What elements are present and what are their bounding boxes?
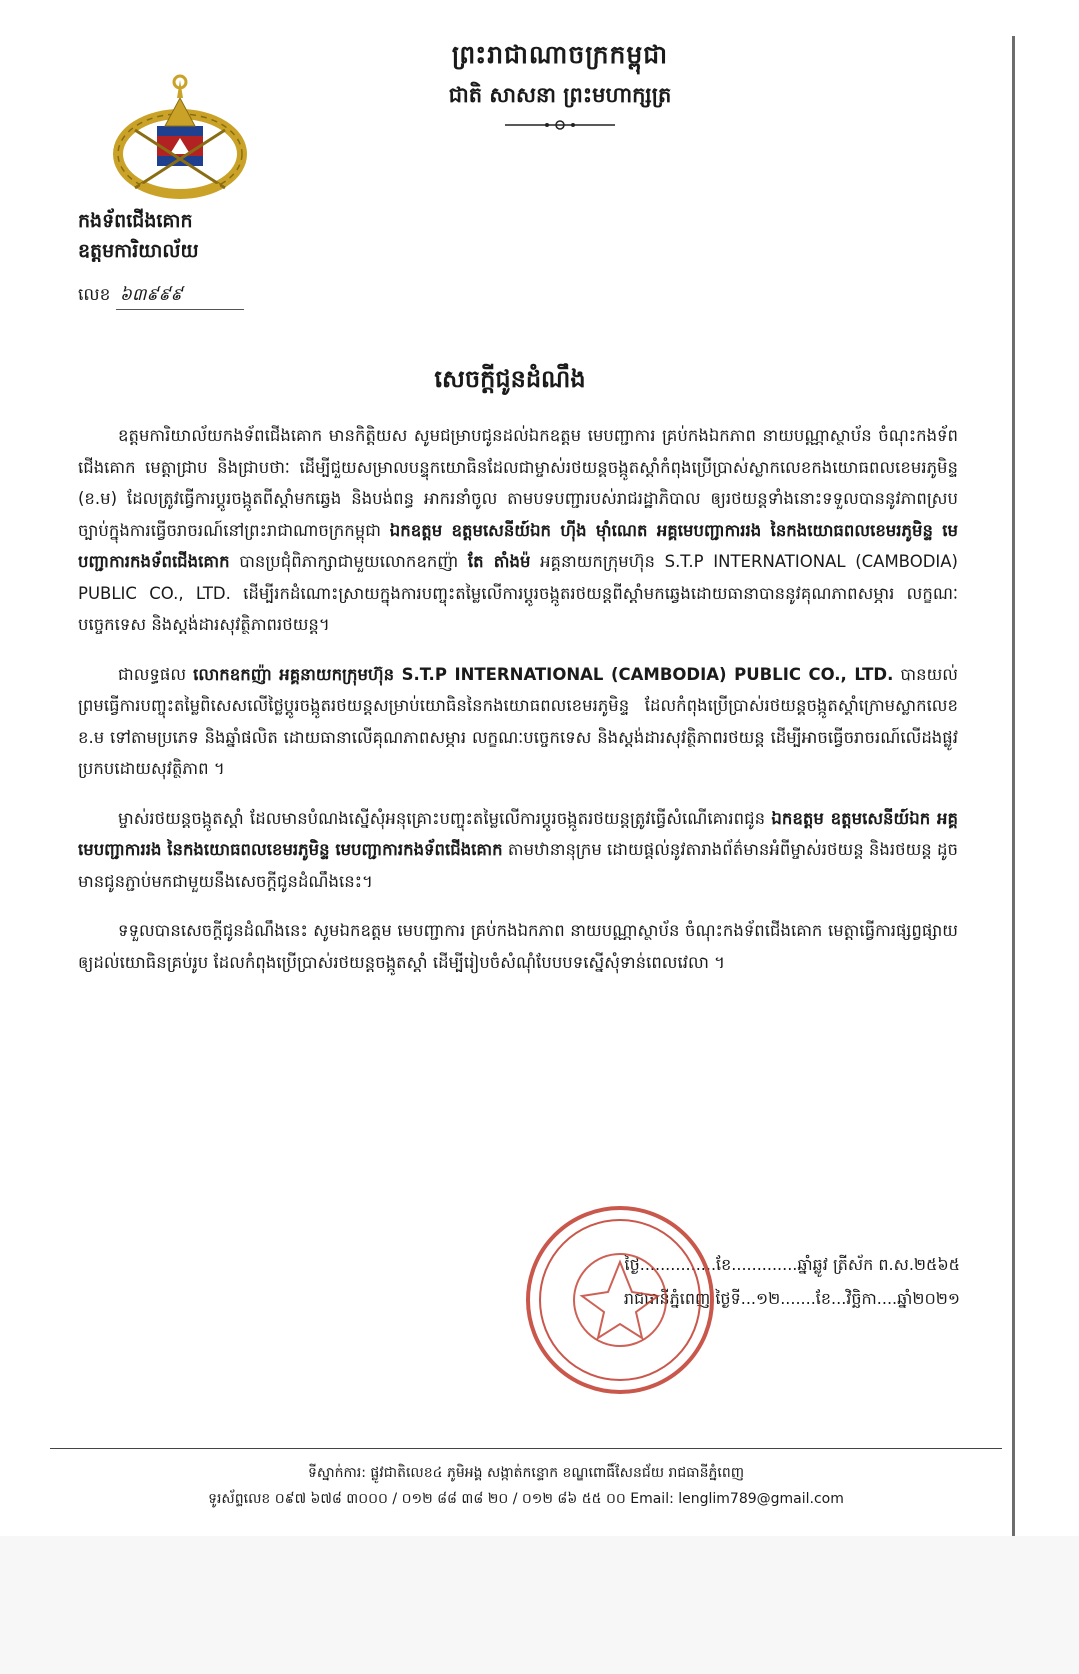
lunar-date: ថ្ងៃ...............ខែ.............ឆ្នាំឆ្លូវ ត្រីស័ក ព.ស.២៥៦៥ [624, 1255, 960, 1274]
body-text: ជាលទ្ធផល [118, 664, 194, 684]
body-text: បានយល់ព្រមធ្វើការបញ្ចុះតម្លៃពិសេសលើថ្លៃប្តូរចង្កូតរថយន្តសម្រាប់យោធិននៃកងយោធពលខេមរភូមិន្ទ ដែលកំពុងប្រើប្រាស់រថយន្តចង្កូតស្តាំក្រោមស្លាកលេខ ខ.ម ទៅតាមប្រភេទ និងឆ្នាំផលិត ដោយធានាលើគុណភាពសម្ភារ លក្ខណៈបច្ចេកទេស និងស្តង់ដារសុវត្ថិភាពរថយន្ត ដើម្បីអាចធ្វើចរាចរណ៍លើដងផ្លូវប្រកបដោយសុវត្ថិភាព ។ [78, 664, 958, 778]
org-line-2: ឧត្តមការិយាល័យ [78, 240, 199, 262]
number-label: លេខ [78, 285, 111, 305]
footer-divider [50, 1448, 1002, 1449]
bold-text: ឯកឧត្តម ឧត្តមសេនីយ៍ឯក ហ៊ីង ម៉ាំណេត អគ្គមេបញ្ជាការរង នៃកងយោធពលខេមរភូមិន្ទ មេបញ្ជាការកងទ័ពជើងគោក [78, 520, 958, 571]
official-seal [520, 1200, 720, 1400]
footer-address: ទីស្នាក់ការ: ផ្លូវជាតិលេខ៤ ភូមិអង្គ សង្កាត់កន្ទោក ខណ្ឌពោធិ៍សែនជ័យ រាជធានីភ្នំពេញ [307, 1465, 745, 1481]
body-text: បានប្រជុំពិភាក្សាជាមួយលោកឧកញ៉ា [229, 552, 468, 571]
footer [50, 1460, 1002, 1512]
body-paragraph [78, 915, 958, 978]
document-body [78, 420, 958, 996]
ornament-divider [505, 119, 615, 131]
kingdom-motto: ជាតិ សាសនា ព្រះមហាក្សត្រ [448, 83, 672, 107]
kingdom-header [300, 40, 820, 131]
army-emblem [95, 68, 265, 200]
bold-text: ឯកឧត្តម ឧត្តមសេនីយ៍ឯក អគ្គមេបញ្ជាការរង នៃកងយោធពលខេមរភូមិន្ទ មេបញ្ជាការកងទ័ពជើងគោក [78, 808, 958, 859]
body-text: ឧត្តមការិយាល័យកងទ័ពជើងគោក មានកិត្តិយស សូមជម្រាបជូនដល់ឯកឧត្តម មេបញ្ជាការ គ្រប់កងឯកភាព នាយបណ្ណាស្ថាប័ន ចំណុះកងទ័ពជើងគោក មេត្តាជ្រាប និងជ្រាបថាៈ ដើម្បីជួយសម្រាលបន្ទុកយោធិនដែលជាម្ចាស់រថយន្តចង្កូតស្តាំកំពុងប្រើប្រាស់ស្លាកលេខកងយោធពលខេមរភូមិន្ទ (ខ.ម) ដែលត្រូវធ្វើការប្តូរចង្កូតពីស្តាំមកឆ្វេង និងបង់ពន្ធ អាករនាំចូល តាមបទបញ្ជារបស់រាជរដ្ឋាភិបាល ឲ្យរថយន្តទាំងនោះទទួលបាននូវភាពស្របច្បាប់ក្នុងការធ្វើចរាចរណ៍នៅព្រះរាជាណាចក្រកម្ពុជា [78, 426, 958, 540]
bold-text: លោកឧកញ៉ា អគ្គនាយកក្រុមហ៊ុន S.T.P INTERNATIONAL (CAMBODIA) PUBLIC CO., LTD. [193, 664, 894, 684]
document-title: សេចក្តីជូនដំណឹង [434, 365, 586, 393]
body-text: តាមឋានានុក្រម ដោយផ្តល់នូវតារាងព័ត៌មានអំពីម្ចាស់រថយន្ត និងរថយន្ត ដូចមានជូនភ្ជាប់មកជាមួយនឹងសេចក្តីជូនដំណឹងនេះ។ [78, 840, 958, 891]
body-paragraph [78, 420, 958, 641]
reference-number [78, 284, 244, 310]
solar-date: រាជធានីភ្នំពេញ ថ្ងៃទី...១២.......ខែ...វិច្ឆិកា....ឆ្នាំ២០២១ [623, 1289, 960, 1308]
kingdom-title: ព្រះរាជាណាចក្រកម្ពុជា [451, 40, 669, 69]
issuing-organization [78, 206, 199, 266]
number-value: ៦៣៩៩៩ [116, 284, 244, 310]
page-edge [1012, 36, 1015, 1536]
body-paragraph [78, 659, 958, 785]
page-bottom-margin [0, 1536, 1079, 1674]
bold-text: តែ តាំងម៉ [467, 552, 531, 571]
body-text: ម្ចាស់រថយន្តចង្កូតស្តាំ ដែលមានបំណងស្នើសុំអនុគ្រោះបញ្ចុះតម្លៃលើការប្តូរចង្កូតរថយន្តត្រូវធ្វើសំណើគោរពជូន [118, 808, 772, 828]
body-text: អគ្គនាយកក្រុមហ៊ុន S.T.P INTERNATIONAL (CAMBODIA) PUBLIC CO., LTD. ដើម្បីរកដំណោះស្រាយក្នុងការបញ្ចុះតម្លៃលើការប្តូរចង្កូតរថយន្តពីស្តាំមកឆ្វេងដោយធានាបាននូវគុណភាពសម្ភារ លក្ខណៈបច្ចេកទេស និងស្តង់ដារសុវត្ថិភាពរថយន្ត។ [78, 552, 958, 634]
org-line-1: កងទ័ពជើងគោក [78, 210, 193, 232]
body-paragraph [78, 803, 958, 898]
body-text: ទទួលបានសេចក្តីជូនដំណឹងនេះ សូមឯកឧត្តម មេបញ្ជាការ គ្រប់កងឯកភាព នាយបណ្ណាស្ថាប័ន ចំណុះកងទ័ពជើងគោក មេត្តាធ្វើការផ្សព្វផ្សាយឲ្យដល់យោធិនគ្រប់រូប ដែលកំពុងប្រើប្រាស់រថយន្តចង្កូតស្តាំ ដើម្បីរៀបចំសំណុំបែបបទស្នើសុំទាន់ពេលវេលា ។ [78, 921, 958, 972]
footer-contacts: ទូរស័ព្ទលេខ ០៩៧ ៦៧៨ ៣០០០ / ០១២ ៨៨ ៣៨ ២០ / ០១២ ៨៦ ៥៥ ០០ Email: lenglim789@gmail.com [208, 1491, 844, 1507]
